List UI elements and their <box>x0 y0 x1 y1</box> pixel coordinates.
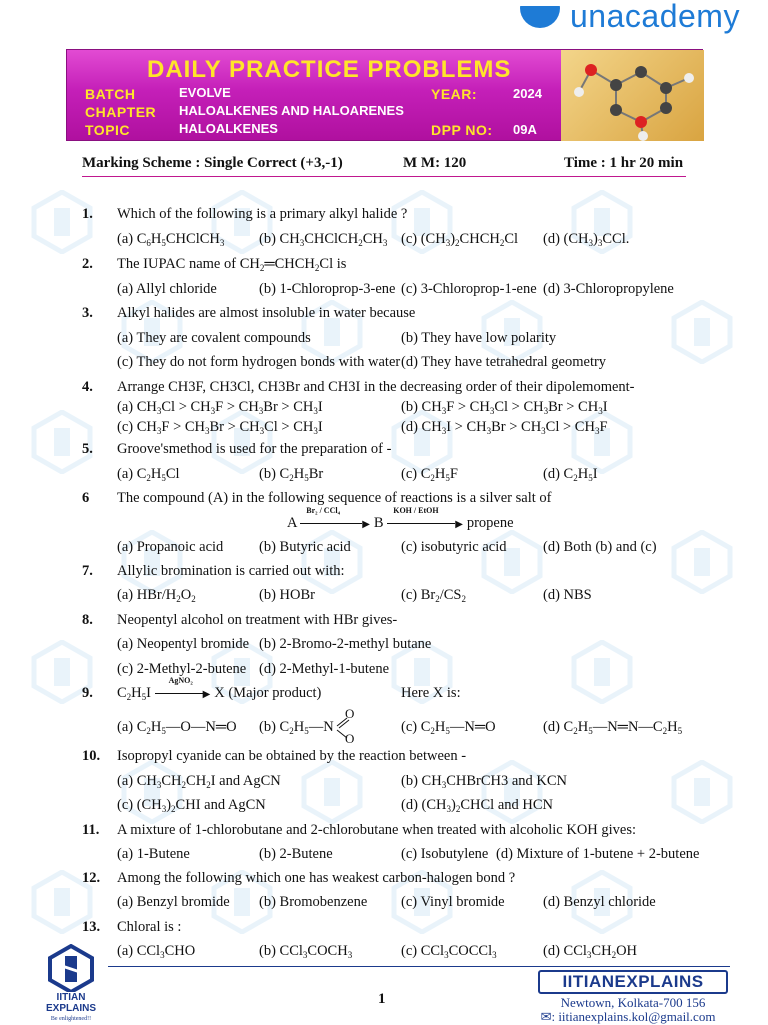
watermark-logo-icon <box>300 760 364 824</box>
question-text: The IUPAC name of $CH_2═CHCH_2Cl$ is <box>117 256 347 273</box>
option-a: (a) $CH_3CH_2CH_2I$ and AgCN <box>117 773 281 790</box>
question-number: 2. <box>82 256 93 272</box>
batch-value: EVOLVE <box>179 85 231 100</box>
watermark-logo-icon <box>120 760 184 824</box>
divider <box>82 176 686 177</box>
option-b: (b) They have low polarity <box>401 330 557 346</box>
question-text: Arrange CH3F, CH3Cl, CH3Br and CH3I in the decreasing order of their dipolemoment- <box>117 379 635 395</box>
intermediate-b: B <box>373 515 384 531</box>
footer-brand: IITIANEXPLAINS <box>538 970 728 994</box>
max-marks: M M: 120 <box>403 155 467 171</box>
page-title: DAILY PRACTICE PROBLEMS <box>147 56 512 83</box>
unacademy-logo-icon <box>518 0 562 30</box>
footer-divider <box>108 966 730 967</box>
brand-name: unacademy <box>570 0 740 34</box>
unacademy-brand <box>518 0 758 40</box>
option-c: (c) Vinyl bromide <box>401 894 505 910</box>
option-d: (d) NBS <box>543 587 592 603</box>
option-b: (b) 1-Chloroprop-3-ene <box>259 281 396 297</box>
option-c: (c) CCl$_3$COCCl$_3$ <box>401 943 497 960</box>
question-text: Groove'smethod is used for the preparation of - <box>117 441 392 457</box>
option-b: (b) $C_2H_5—N$ O O <box>259 706 355 746</box>
reaction-arrow-1: Br₂ / CCl₄ ▶ <box>300 515 370 532</box>
question-text: Which of the following is a primary alkyl halide ? <box>117 206 408 222</box>
question-number: 10. <box>82 748 101 764</box>
option-d: (d) Both (b) and (c) <box>543 539 657 555</box>
option-d: (d) $(CH_3)_3CCl$. <box>543 231 630 248</box>
option-a: (a) Propanoic acid <box>117 539 224 555</box>
year-value: 2024 <box>513 86 542 101</box>
iitian-logo-icon <box>36 944 106 992</box>
watermark-logo-icon <box>570 640 634 704</box>
option-a: (a) 1-Butene <box>117 846 190 862</box>
watermark-logo-icon <box>670 760 734 824</box>
bond-lines-icon <box>335 714 351 742</box>
reagent-label: AgNO₂ <box>168 676 193 685</box>
option-b: (b) $C_2H_5Br$ <box>259 466 324 483</box>
time-allowed: Time : 1 hr 20 min <box>564 155 684 171</box>
option-d: (d) $CCl_3CH_2OH$ <box>543 943 638 960</box>
option-d: (d) $(CH_3)_2CHCl$ and HCN <box>401 797 554 814</box>
marking-scheme: Marking Scheme : Single Correct (+3,-1) <box>82 155 343 171</box>
option-d: (d) Mixture of 1-butene + 2-butene <box>496 846 700 862</box>
option-c: (c) $CH_3F > CH_3Br > CH_3Cl > CH_3I$ <box>117 419 323 436</box>
option-d: (d) $C_2H_5I$ <box>543 466 598 483</box>
page-number: 1 <box>378 991 386 1007</box>
dpp-label: DPP NO: <box>431 122 493 138</box>
option-c: (c) $(CH_3)_2CHI$ and AgCN <box>117 797 266 814</box>
option-b: (b) $CH_3F > CH_3Cl > CH_3Br > CH_3I$ <box>401 399 608 416</box>
reaction-scheme <box>287 506 514 532</box>
batch-label: BATCH <box>85 86 136 102</box>
reagent-label: KOH / EtOH <box>393 506 439 515</box>
option-d: (d) Benzyl chloride <box>543 894 656 910</box>
option-a: (a) Benzyl bromide <box>117 894 230 910</box>
question-text: Isopropyl cyanide can be obtained by the reaction between - <box>117 748 467 764</box>
question-text: Neopentyl alcohol on treatment with HBr gives- <box>117 612 398 628</box>
product-text: X (Major product) <box>214 685 322 701</box>
option-c: (c) They do not form hydrogen bonds with water <box>117 354 401 370</box>
question-text: Among the following which one has weakest carbon-halogen bond ? <box>117 870 516 886</box>
question-number: 1. <box>82 206 93 222</box>
topic-label: TOPIC <box>85 122 131 138</box>
question-prompt: Here X is: <box>401 685 461 701</box>
product: propene <box>466 515 514 531</box>
option-c: (c) $Br_2/CS_2$ <box>401 587 466 604</box>
option-a: (a) $C_2H_5—O—N═O$ <box>117 719 237 736</box>
reactant-a: A <box>287 515 297 531</box>
option-a: (a) Neopentyl bromide <box>117 636 250 652</box>
question-text: Chloral is : <box>117 919 182 935</box>
question-number: 12. <box>82 870 101 886</box>
option-a: (a) $C_6H_5CHClCH_3$ <box>117 231 225 248</box>
question-number: 13. <box>82 919 101 935</box>
option-a: (a) HBr/$H_2O_2$ <box>117 587 196 604</box>
reagent-label: Br₂ / CCl₄ <box>306 506 340 515</box>
footer-address: Newtown, Kolkata-700 156 <box>560 995 706 1010</box>
topic-value: HALOALKENES <box>179 121 278 136</box>
option-d: (d) They have tetrahedral geometry <box>401 354 607 370</box>
question-text: $C_2H_5I$ AgNO₂ ▶ X (Major product) <box>117 676 322 702</box>
option-a: (a) $CH_3Cl > CH_3F > CH_3Br > CH_3I$ <box>117 399 323 416</box>
watermark-logo-icon <box>670 530 734 594</box>
chapter-value: HALOALKENES AND HALOARENES <box>179 103 404 118</box>
watermark-logo-icon <box>670 300 734 364</box>
question-number: 3. <box>82 305 93 321</box>
option-c: (c) 3-Chloroprop-1-ene <box>401 281 537 297</box>
header-banner <box>66 49 703 141</box>
option-c: (c) $C_2H_5—N═O$ <box>401 719 496 736</box>
chapter-label: CHAPTER <box>85 104 157 120</box>
option-b: (b) Bromobenzene <box>259 894 368 910</box>
question-number: 6 <box>82 490 90 506</box>
option-d: (d) $C_2H_5—N═N—C_2H_5$ <box>543 719 683 736</box>
question-number: 7. <box>82 563 93 579</box>
logo-text: IITIAN EXPLAINS <box>45 992 96 1014</box>
option-b: (b) 2-Bromo-2-methyl butane <box>259 636 432 652</box>
question-number: 4. <box>82 379 93 395</box>
molecule-image <box>561 50 704 141</box>
option-b: (b) 2-Butene <box>259 846 333 862</box>
option-c: (c) $(CH_3)_2CHCH_2Cl$ <box>401 231 519 248</box>
footer-email: ✉: iitianexplains.kol@gmail.com <box>540 1009 716 1024</box>
option-a: (a) CCl$_3$CHO <box>117 943 196 960</box>
option-b: (b) $CH_3CHBrCH3$ and KCN <box>401 773 568 790</box>
year-label: YEAR: <box>431 86 478 102</box>
option-b: (b) HOBr <box>259 587 315 603</box>
option-a: (a) Allyl chloride <box>117 281 217 297</box>
logo-tagline: Be enlightened!! <box>50 1016 92 1022</box>
question-number: 8. <box>82 612 93 628</box>
question-number: 11. <box>82 822 100 838</box>
question-number: 9. <box>82 685 93 701</box>
reaction-arrow: AgNO₂ ▶ <box>155 685 211 702</box>
question-text: A mixture of 1-chlorobutane and 2-chlorobutane when treated with alcoholic KOH gives: <box>117 822 637 838</box>
option-b: (b) Butyric acid <box>259 539 351 555</box>
option-c: (c) isobutyric acid <box>401 539 507 555</box>
question-number: 5. <box>82 441 93 457</box>
option-a: (a) $C_2H_5Cl$ <box>117 466 180 483</box>
option-d: (d) $CH_3I > CH_3Br > CH_3Cl > CH_3F$ <box>401 419 608 436</box>
question-text: Allylic bromination is carried out with: <box>117 563 345 579</box>
option-d: (d) 3-Chloropropylene <box>543 281 674 297</box>
option-b: (b) $CCl_3COCH_3$ <box>259 943 353 960</box>
question-text: The compound (A) in the following sequence of reactions is a silver salt of <box>117 490 552 506</box>
dpp-value: 09A <box>513 122 537 137</box>
watermark-logo-icon <box>480 760 544 824</box>
option-d: (d) 2-Methyl-1-butene <box>259 661 390 677</box>
option-c: (c) Isobutylene <box>401 846 489 862</box>
option-c: (c) 2-Methyl-2-butene <box>117 661 247 677</box>
molecule-icon <box>561 50 704 141</box>
reaction-arrow-2: KOH / EtOH ▶ <box>387 515 463 532</box>
option-c: (c) $C_2H_5F$ <box>401 466 458 483</box>
option-a: (a) They are covalent compounds <box>117 330 311 346</box>
option-b: (b) $CH_3CHClCH_2CH_3$ <box>259 231 388 248</box>
iitian-explains-logo <box>36 944 106 1024</box>
question-text: Alkyl halides are almost insoluble in water because <box>117 305 416 321</box>
